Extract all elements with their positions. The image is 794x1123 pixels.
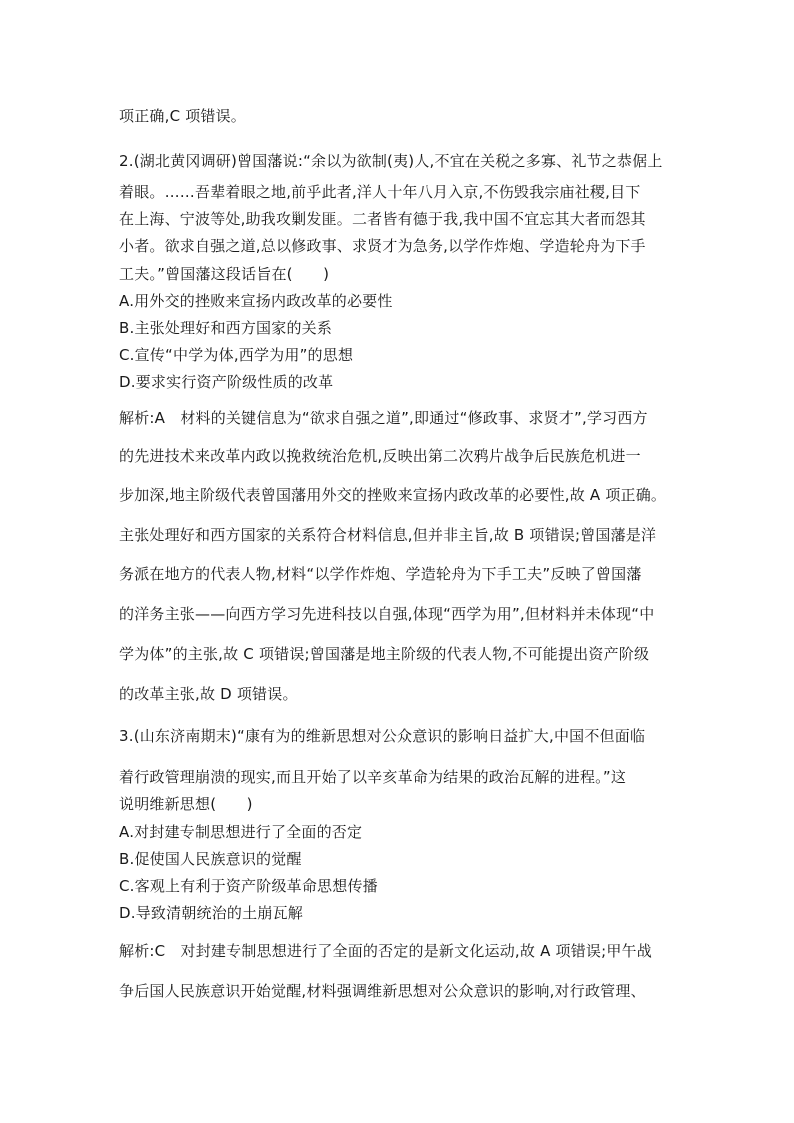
question-3-stem-line-3: 说明维新思想( )	[119, 795, 253, 813]
question-2-analysis-line-1: 解析:A 材料的关键信息为“欲求自强之道”,即通过“修政事、求贤才”,学习西方	[119, 409, 648, 427]
question-2-analysis-line-5: 务派在地方的代表人物,材料“以学作炸炮、学造轮舟为下手工夫”反映了曾国藩	[119, 565, 642, 583]
question-2-stem-line-1: 2.(湖北黄冈调研)曾国藩说:“余以为欲制(夷)人,不宜在关税之多寡、礼节之恭倨上	[119, 152, 663, 170]
question-2-analysis-line-2: 的先进技术来改革内政以挽救统治危机,反映出第二次鸦片战争后民族危机进一	[119, 447, 641, 465]
question-3-option-b: B.促使国人民族意识的觉醒	[119, 850, 302, 868]
question-2-stem-line-2: 着眼。……吾辈着眼之地,前乎此者,洋人十年八月入京,不伤毁我宗庙社稷,目下	[119, 183, 641, 201]
question-2-option-b: B.主张处理好和西方国家的关系	[119, 319, 333, 337]
question-3-stem-line-1: 3.(山东济南期末)“康有为的维新思想对公众意识的影响日益扩大,中国不但面临	[119, 727, 646, 745]
question-3-analysis-line-2: 争后国人民族意识开始觉醒,材料强调维新思想对公众意识的影响,对行政管理、	[119, 982, 646, 1000]
question-2-analysis-line-4: 主张处理好和西方国家的关系符合材料信息,但并非主旨,故 B 项错误;曾国藩是洋	[119, 526, 657, 544]
question-3-stem-line-2: 着行政管理崩溃的现实,而且开始了以辛亥革命为结果的政治瓦解的进程。”这	[119, 768, 627, 786]
question-3-option-a: A.对封建专制思想进行了全面的否定	[119, 823, 363, 841]
question-3-option-d: D.导致清朝统治的土崩瓦解	[119, 904, 303, 922]
question-2-analysis-line-6: 的洋务主张——向西方学习先进科技以自强,体现“西学为用”,但材料并未体现“中	[119, 605, 655, 623]
text-line-continuation: 项正确,C 项错误。	[119, 107, 247, 125]
question-2-option-c: C.宣传“中学为体,西学为用”的思想	[119, 346, 354, 364]
question-2-stem-line-4: 小者。欲求自强之道,总以修政事、求贤才为急务,以学作炸炮、学造轮舟为下手	[119, 237, 646, 255]
question-2-option-d: D.要求实行资产阶级性质的改革	[119, 373, 334, 391]
question-2-stem-line-3: 在上海、宁波等处,助我攻剿发匪。二者皆有德于我,我中国不宜忘其大者而怨其	[119, 210, 646, 228]
question-2-analysis-line-7: 学为体”的主张,故 C 项错误;曾国藩是地主阶级的代表人物,不可能提出资产阶级	[119, 645, 650, 663]
question-2-analysis-line-8: 的改革主张,故 D 项错误。	[119, 685, 298, 703]
question-3-analysis-line-1: 解析:C 对封建专制思想进行了全面的否定的是新文化运动,故 A 项错误;甲午战	[119, 942, 652, 960]
question-3-option-c: C.客观上有利于资产阶级革命思想传播	[119, 877, 378, 895]
question-2-stem-line-5: 工夫。”曾国藩这段话旨在( )	[119, 265, 330, 283]
question-2-analysis-line-3: 步加深,地主阶级代表曾国藩用外交的挫败来宣扬内政改革的必要性,故 A 项正确。	[119, 486, 667, 504]
question-2-option-a: A.用外交的挫败来宣扬内政改革的必要性	[119, 292, 393, 310]
